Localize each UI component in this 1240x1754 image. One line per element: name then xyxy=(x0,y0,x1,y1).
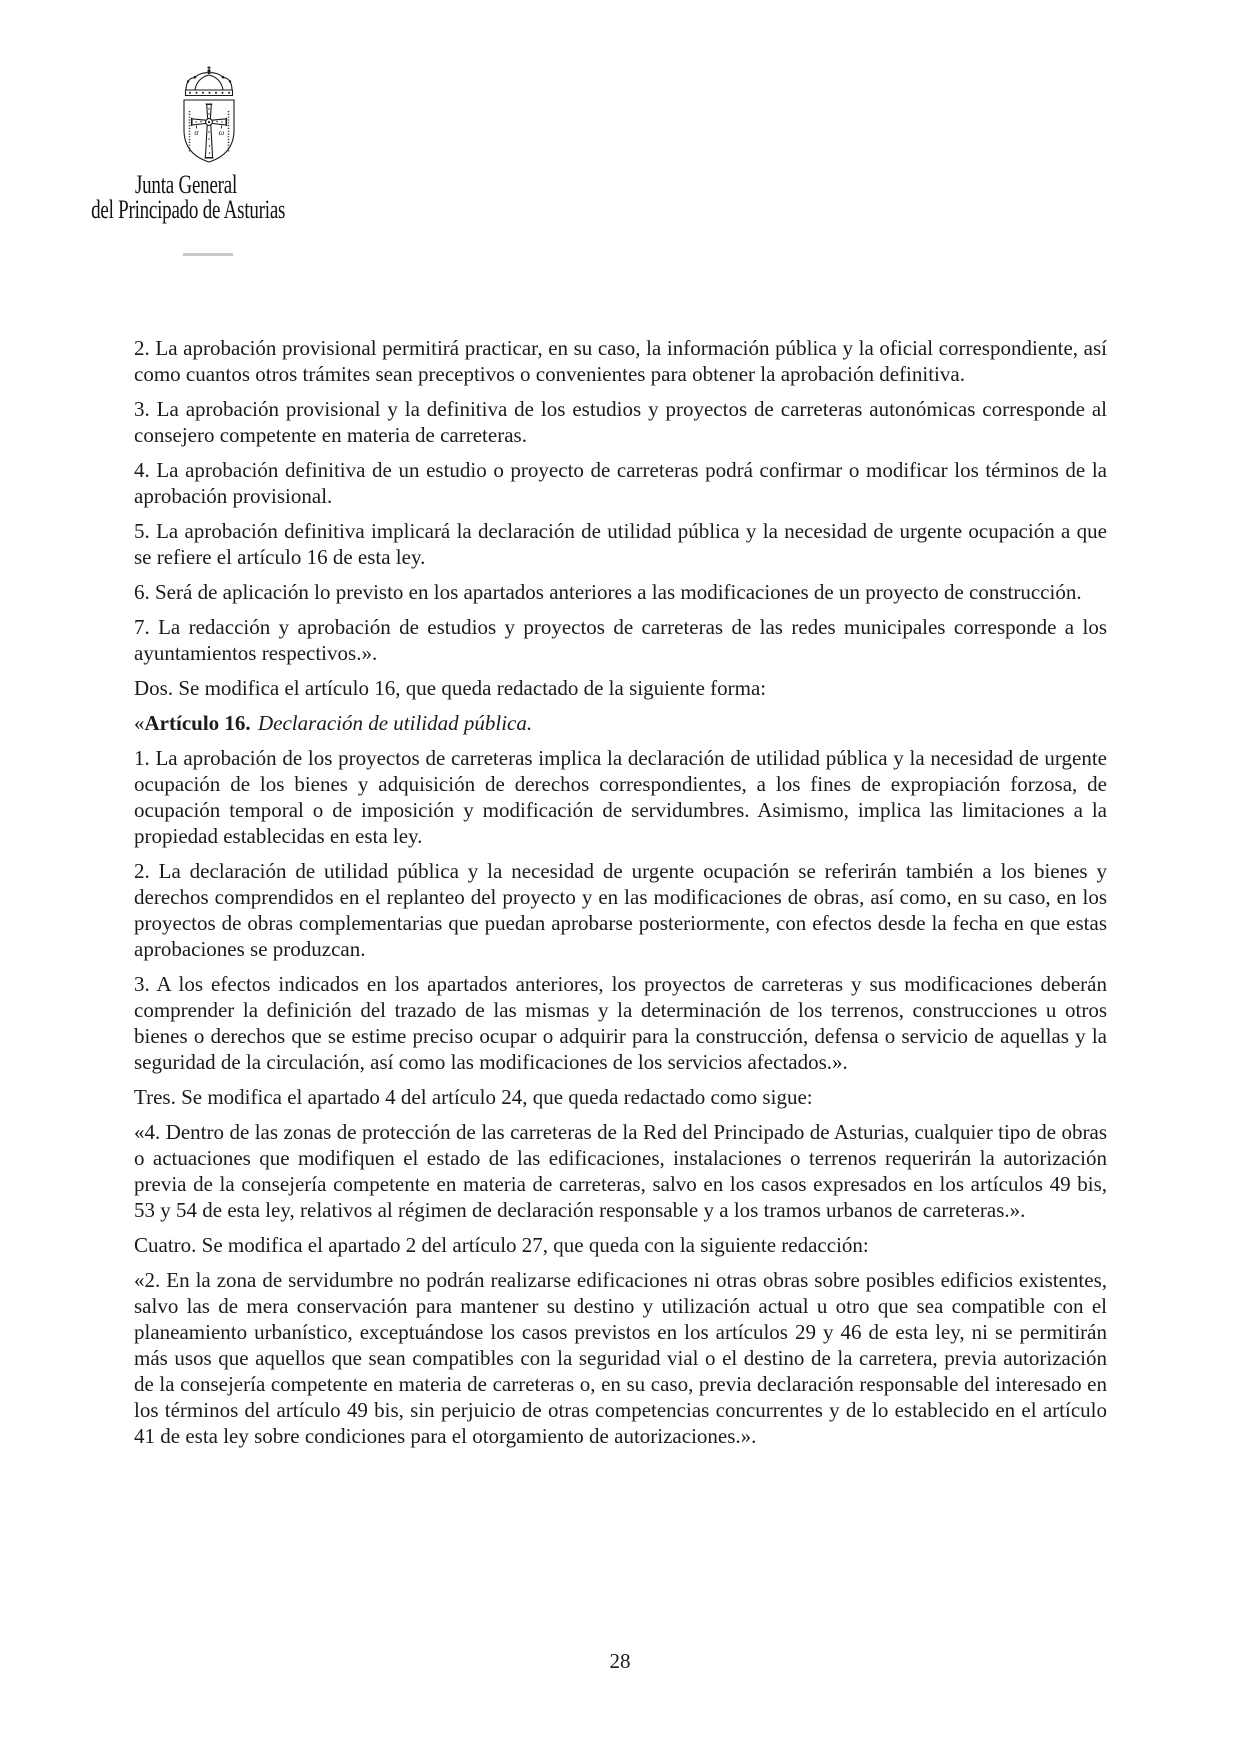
svg-text:ω: ω xyxy=(218,128,225,137)
document-body xyxy=(134,335,1107,1458)
article16-paragraph-3: 3. A los efectos indicados en los apartados anteriores, los proyectos de carreteras y sus modificaciones deberán comprender la definición del trazado de las mismas y la determinación de los terrenos, construcciones u otros bienes o derechos que se estime preciso ocupar o adquirir para la construcción, defensa o servicio de aquellas y la seguridad de la circulación, así como las modificaciones de los servicios afectados.». xyxy=(134,972,1107,1074)
article27-paragraph-2: «2. En la zona de servidumbre no podrán realizarse edificaciones ni otras obras sobre posibles edificios existentes, salvo las de mera conservación para mantener su destino y utilización actual u otro que sea compatible con el planeamiento urbanístico, exceptuándose los casos previstos en los artículos 29 y 46 de esta ley, ni se permitirán más usos que aquellos que sean compatibles con la seguridad vial o el destino de la carretera, previa autorización de la consejería competente en materia de carreteras o, en su caso, previa declaración responsable del interesado en los términos del artículo 49 bis, sin perjuicio de otras competencias concurrentes y de lo establecido en el artículo 41 de esta ley sobre condiciones para el otorgamiento de autorizaciones.». xyxy=(134,1268,1107,1448)
article16-paragraph-2: 2. La declaración de utilidad pública y la necesidad de urgente ocupación se referirán también a los bienes y derechos comprendidos en el replanteo del proyecto y en las modificaciones de obras, así como, en su caso, en los proyectos de obras complementarias que puedan aprobarse posteriormente, con efectos desde la fecha en que estas aprobaciones se produzcan. xyxy=(134,859,1107,961)
paragraph-2: 2. La aprobación provisional permitirá practicar, en su caso, la información pública y la oficial correspondiente, así como cuantos otros trámites sean preceptivos o convenientes para obtener la aprobación definitiva. xyxy=(134,336,1107,386)
letterhead-divider xyxy=(183,253,233,256)
amendment-dos-line: Dos. Se modifica el artículo 16, que queda redactado de la siguiente forma: xyxy=(134,676,767,700)
paragraph-6: 6. Será de aplicación lo previsto en los apartados anteriores a las modificaciones de un proyecto de construcción. xyxy=(134,580,1082,604)
article16-paragraph-1: 1. La aprobación de los proyectos de carreteras implica la declaración de utilidad pública y la necesidad de urgente ocupación de los bienes y adquisición de derechos correspondientes, a los fines de expropiación forzosa, de ocupación temporal o de imposición y modificación de servidumbres. Asimismo, implica las limitaciones a la propiedad establecidas en esta ley. xyxy=(134,746,1107,848)
organization-name xyxy=(91,170,286,224)
svg-text:α: α xyxy=(194,128,199,137)
article-16-heading xyxy=(134,710,1107,736)
paragraph-7: 7. La redacción y aprobación de estudios y proyectos de carreteras de las redes municipales corresponde a los ayuntamientos respectivos.». xyxy=(134,615,1107,665)
article-16-title: Declaración de utilidad pública. xyxy=(258,711,533,735)
paragraph-4: 4. La aprobación definitiva de un estudio o proyecto de carreteras podrá confirmar o modificar los términos de la aprobación provisional. xyxy=(134,458,1107,508)
page-number: 28 xyxy=(609,1649,631,1673)
article-16-number: Artículo 16. xyxy=(144,711,251,735)
org-name-line1: Junta General xyxy=(134,170,238,199)
org-name-line2: del Principado de Asturias xyxy=(91,195,286,224)
amendment-cuatro-line: Cuatro. Se modifica el apartado 2 del artículo 27, que queda con la siguiente redacción: xyxy=(134,1233,869,1257)
paragraph-3: 3. La aprobación provisional y la definitiva de los estudios y proyectos de carreteras autonómicas corresponde al consejero competente en materia de carreteras. xyxy=(134,397,1107,447)
open-quote: « xyxy=(134,711,145,735)
paragraph-5: 5. La aprobación definitiva implicará la declaración de utilidad pública y la necesidad de urgente ocupación a que se refiere el artículo 16 de esta ley. xyxy=(134,519,1107,569)
article24-paragraph-4: «4. Dentro de las zonas de protección de las carreteras de la Red del Principado de Asturias, cualquier tipo de obras o actuaciones que modifiquen el estado de las edificaciones, instalaciones o terrenos requerirán la autorización previa de la consejería competente en materia de carreteras, salvo en los casos expresados en los artículos 49 bis, 53 y 54 de esta ley, relativos al régimen de declaración responsable y a los tramos urbanos de carreteras.». xyxy=(134,1120,1107,1222)
asturias-coat-of-arms-icon xyxy=(181,66,237,164)
amendment-tres-line: Tres. Se modifica el apartado 4 del artículo 24, que queda redactado como sigue: xyxy=(134,1085,813,1109)
